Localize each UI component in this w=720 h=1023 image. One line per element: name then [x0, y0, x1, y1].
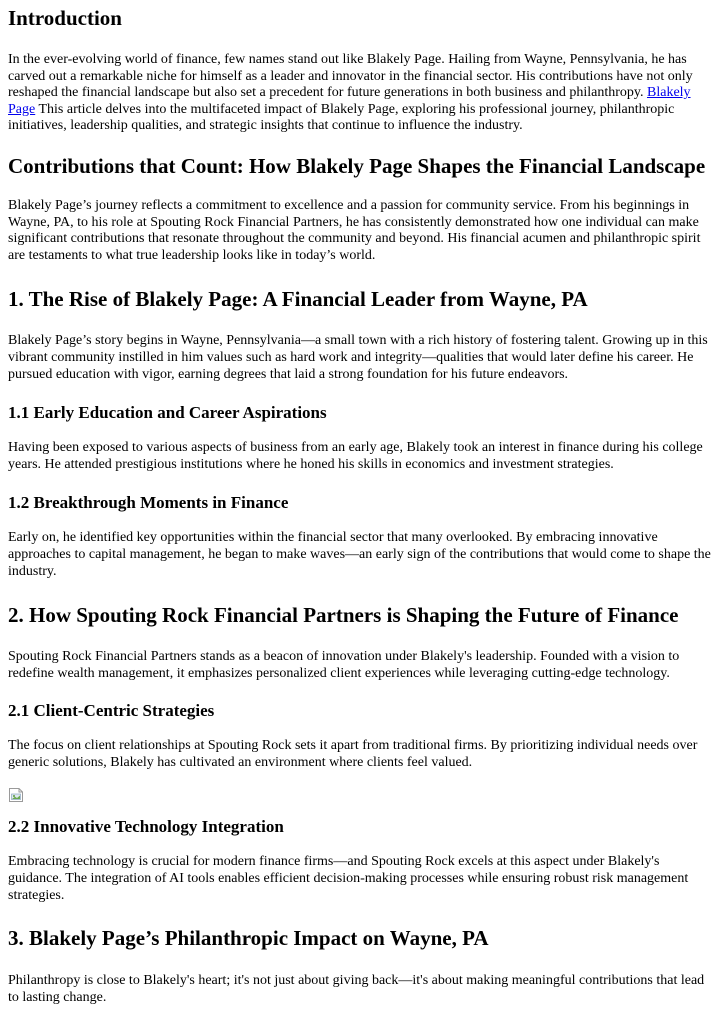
- section2-1-paragraph: The focus on client relationships at Spouting Rock sets it apart from traditional firms. By prioritizing individual needs over generic solutions, Blakely has cultivated an environment where clients feel valued.: [8, 738, 698, 770]
- section2-1-heading: 2.1 Client-Centric Strategies: [8, 701, 215, 721]
- section3-heading: 3. Blakely Page’s Philanthropic Impact on Wayne, PA: [8, 926, 489, 951]
- broken-image-icon: [8, 787, 24, 803]
- section1-2-paragraph: Early on, he identified key opportunities within the financial sector that many overlooked. By embracing innovative approaches to capital management, he began to make waves—an early sign of the contributions that would come to shape the industry.: [8, 530, 711, 579]
- intro-heading: Introduction: [8, 6, 122, 30]
- intro-paragraph: [8, 52, 712, 135]
- section1-heading: 1. The Rise of Blakely Page: A Financial Leader from Wayne, PA: [8, 287, 588, 312]
- contributions-paragraph: Blakely Page’s journey reflects a commitment to excellence and a passion for community service. From his beginnings in Wayne, PA, to his role at Spouting Rock Financial Partners, he has consistently demonstrated how one individual can make significant contributions that resonate throughout the community and beyond. His financial acumen and philanthropic spirit are testaments to what true leadership looks like in today’s world.: [8, 197, 701, 263]
- article: [0, 6, 720, 1006]
- section1-paragraph: Blakely Page’s story begins in Wayne, Pennsylvania—a small town with a rich history of fostering talent. Growing up in this vibrant community instilled in him values such as hard work and integrity—qualities that would later define his career. He pursued education with vigor, earning degrees that laid a strong foundation for his future endeavors.: [8, 333, 708, 382]
- section3-paragraph: Philanthropy is close to Blakely's heart; it's not just about giving back—it's about making meaningful contributions that lead to lasting change.: [8, 973, 705, 1005]
- section2-paragraph: Spouting Rock Financial Partners stands as a beacon of innovation under Blakely's leadership. Founded with a vision to redefine wealth management, it emphasizes personalized client experiences while leveraging cutting-edge technology.: [8, 649, 680, 681]
- intro-text-start: In the ever-evolving world of finance, few names stand out like Blakely Page. Hailing from Wayne, Pennsylvania, he has carved out a remarkable niche for himself as a leader and innovator in the financial sector. His contributions have not only reshaped the financial landscape but also set a precedent for future generations in both business and philanthropy.: [8, 52, 693, 101]
- section1-1-heading: 1.1 Early Education and Career Aspirations: [8, 403, 327, 423]
- section1-2-heading: 1.2 Breakthrough Moments in Finance: [8, 493, 289, 513]
- blakely-page-link[interactable]: Blakely Page: [8, 85, 691, 117]
- section2-2-paragraph: Embracing technology is crucial for modern finance firms—and Spouting Rock excels at this aspect under Blakely's guidance. The integration of AI tools enables efficient decision-making processes while ensuring robust risk management strategies.: [8, 854, 689, 903]
- contributions-heading: Contributions that Count: How Blakely Page Shapes the Financial Landscape: [8, 153, 706, 178]
- section2-2-heading: 2.2 Innovative Technology Integration: [8, 817, 284, 837]
- intro-text-end: This article delves into the multifaceted impact of Blakely Page, exploring his professional journey, philanthropic initiatives, leadership qualities, and strategic insights that continue to influence the industry.: [8, 101, 675, 134]
- section1-1-paragraph: Having been exposed to various aspects of business from an early age, Blakely took an interest in finance during his college years. He attended prestigious institutions where he honed his skills in economics and investment strategies.: [8, 440, 703, 472]
- section2-heading: 2. How Spouting Rock Financial Partners is Shaping the Future of Finance: [8, 603, 679, 628]
